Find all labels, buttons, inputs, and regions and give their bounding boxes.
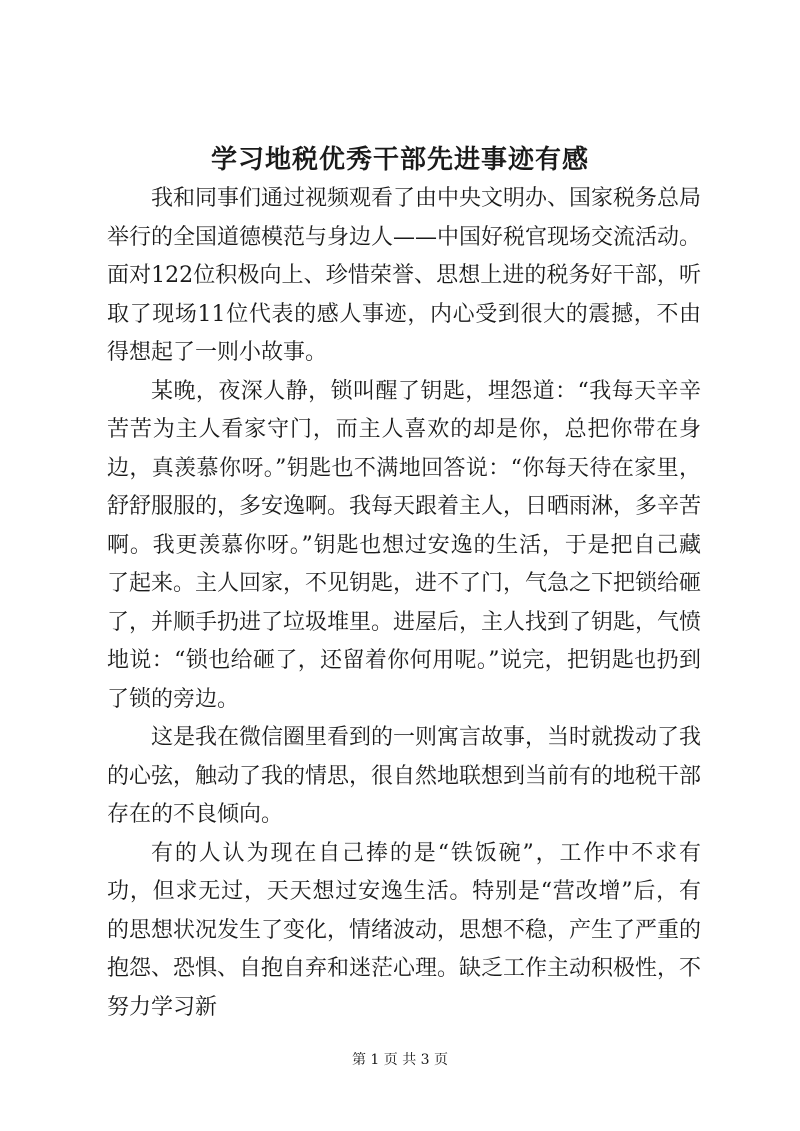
- paragraph-2: 某晚，夜深人静，锁叫醒了钥匙，埋怨道：“我每天辛辛苦苦为主人看家守门，而主人喜欢的却是你，总把你带在身边，真羡慕你呀。”钥匙也不满地回答说：“你每天待在家里，舒舒服服的，多安逸啊。我每天跟着主人，日晒雨淋，多辛苦啊。我更羡慕你呀。”钥匙也想过安逸的生活，于是把自己藏了起来。主人回家，不见钥匙，进不了门，气急之下把锁给砸了，并顺手扔进了垃圾堆里。进屋后，主人找到了钥匙，气愤地说：“锁也给砸了，还留着你何用呢。”说完，把钥匙也扔到了锁的旁边。: [107, 378, 702, 712]
- document-body: [107, 180, 701, 1027]
- paragraph-4: 有的人认为现在自己捧的是“铁饭碗”，工作中不求有功，但求无过，天天想过安逸生活。特别是“营改增”后，有的思想状况发生了变化，情绪波动，思想不稳，产生了严重的抱怨、恐惧、自抱自弃和迷茫心理。缺乏工作主动积极性，不努力学习新: [107, 840, 702, 1020]
- paragraph-1: 我和同事们通过视频观看了由中央文明办、国家税务总局举行的全国道德模范与身边人——中国好税官现场交流活动。面对122位积极向上、珍惜荣誉、思想上进的税务好干部，听取了现场11位代表的感人事迹，内心受到很大的震撼，不由得想起了一则小故事。: [107, 186, 702, 365]
- paragraph-3: 这是我在微信圈里看到的一则寓言故事，当时就拨动了我的心弦，触动了我的情思，很自然地联想到当前有的地税干部存在的不良倾向。: [107, 725, 702, 827]
- page-number-label: 第 1 页 共 3 页: [351, 1052, 449, 1068]
- page-footer: [0, 1050, 800, 1070]
- page-title: 学习地税优秀干部先进事迹有感: [210, 145, 589, 175]
